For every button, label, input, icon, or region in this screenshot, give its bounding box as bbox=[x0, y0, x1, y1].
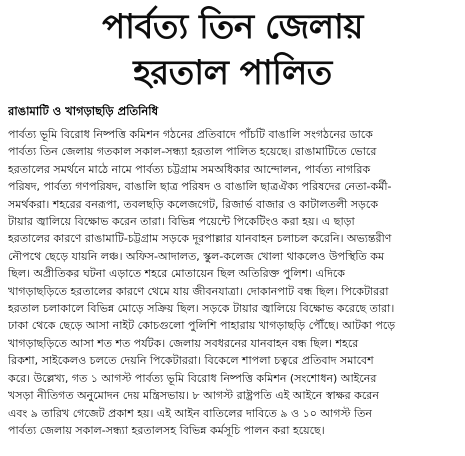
body-line: পার্বত্য তিন জেলায় গতকাল সকাল-সন্ধ্যা হরতাল পালিত হয়েছে। রাঙামাটিতে ভোরে bbox=[8, 145, 377, 159]
headline-line-2: হরতাল পালিত bbox=[133, 53, 332, 93]
body-line: সমর্থকরা। শহরের বনরূপা, তবলছড়ি কলেজগেট, রিজার্ভ বাজার ও কাটালতলী সড়কে bbox=[8, 197, 379, 211]
body-line: পার্বত্য ভূমি বিরোধ নিষ্পত্তি কমিশন গঠনের প্রতিবাদে পাঁচটি বাঙালি সংগঠনের ডাকে bbox=[8, 128, 373, 141]
body-line: ছিল। অপ্রীতিকর ঘটনা এড়াতে শহরে মোতায়েন ছিল অতিরিক্ত পুলিশ। এদিকে bbox=[8, 267, 345, 281]
headline bbox=[0, 0, 465, 96]
body-line: খাগড়াছড়িতে হরতালের কারণে থেমে যায় জীবনযাত্রা। দোকানপাট বন্ধ ছিল। পিকেটাররা bbox=[8, 284, 389, 298]
body-line: হরতাল চলাকালে বিভিন্ন মোড়ে সক্রিয় ছিল। সড়কে টায়ার জ্বালিয়ে বিক্ষোভ করেছে তারা। bbox=[8, 302, 395, 316]
body-line: হরতালের কারণে রাঙামাটি-চট্টগ্রাম সড়কে দূরপাল্লার যানবাহন চলাচল করেনি। অভ্যন্তরীণ bbox=[8, 232, 392, 246]
body-line: পরিষদ, পার্বত্য গণপরিষদ, বাঙালি ছাত্র পরিষদ ও বাঙালি ছাত্রঐক্য পরিষদের নেতা-কর্মী- bbox=[8, 180, 392, 194]
body-line: নৌপথে ছেড়ে যায়নি লঞ্চ। অফিস-আদালত, স্কুল-কলেজ খোলা থাকলেও উপস্থিতি কম bbox=[8, 249, 385, 263]
body-line: টায়ার জ্বালিয়ে বিক্ষোভ করেন তারা। বিভিন্ন পয়েন্টে পিকেটিংও করা হয়। এ ছাড়া bbox=[8, 215, 355, 229]
body-line: হরতালের সমর্থনে মাঠে নামে পার্বত্য চট্টগ্রাম সমঅধিকার আন্দোলন, পার্বত্য নাগরিক bbox=[8, 162, 371, 176]
body-line: পার্বত্য জেলায় সকাল-সন্ধ্যা হরতালসহ বিভিন্ন কর্মসূচি পালন করা হয়েছে। bbox=[8, 423, 325, 437]
body-line: খাগড়াছড়িতে আসা শত শত পর্যটক। জেলায় সবধরনের যানবাহন বন্ধ ছিল। শহরে bbox=[8, 336, 359, 350]
body-line: ঢাকা থেকে ছেড়ে আসা নাইট কোচগুলো পুলিশি পাহারায় খাগড়াছড়ি পৌঁছে। আটকা পড়ে bbox=[8, 319, 396, 333]
byline: রাঙামাটি ও খাগড়াছড়ি প্রতিনিধি bbox=[8, 104, 159, 118]
body-line: খসড়া নীতিগত অনুমোদন দেয় মন্ত্রিসভায়। ৮ আগস্ট রাষ্ট্রপতি এই আইনে স্বাক্ষর করেন bbox=[8, 389, 379, 403]
headline-line-1: পার্বত্য তিন জেলায় bbox=[102, 7, 363, 47]
article-body bbox=[8, 126, 457, 439]
body-line: করে। উল্লেখ্য, গত ১ আগস্ট পার্বত্য ভূমি বিরোধ নিষ্পত্তি কমিশন (সংশোধন) আইনের bbox=[8, 371, 377, 385]
body-line: রিকশা, সাইকেলও চলতে দেয়নি পিকেটাররা। বিকেলে শাপলা চত্বরে প্রতিবাদ সমাবেশ bbox=[8, 354, 374, 368]
body-line: এবং ৯ তারিখ গেজেট প্রকাশ হয়। এই আইন বাতিলের দাবিতে ৯ ও ১০ আগস্ট তিন bbox=[8, 406, 372, 420]
